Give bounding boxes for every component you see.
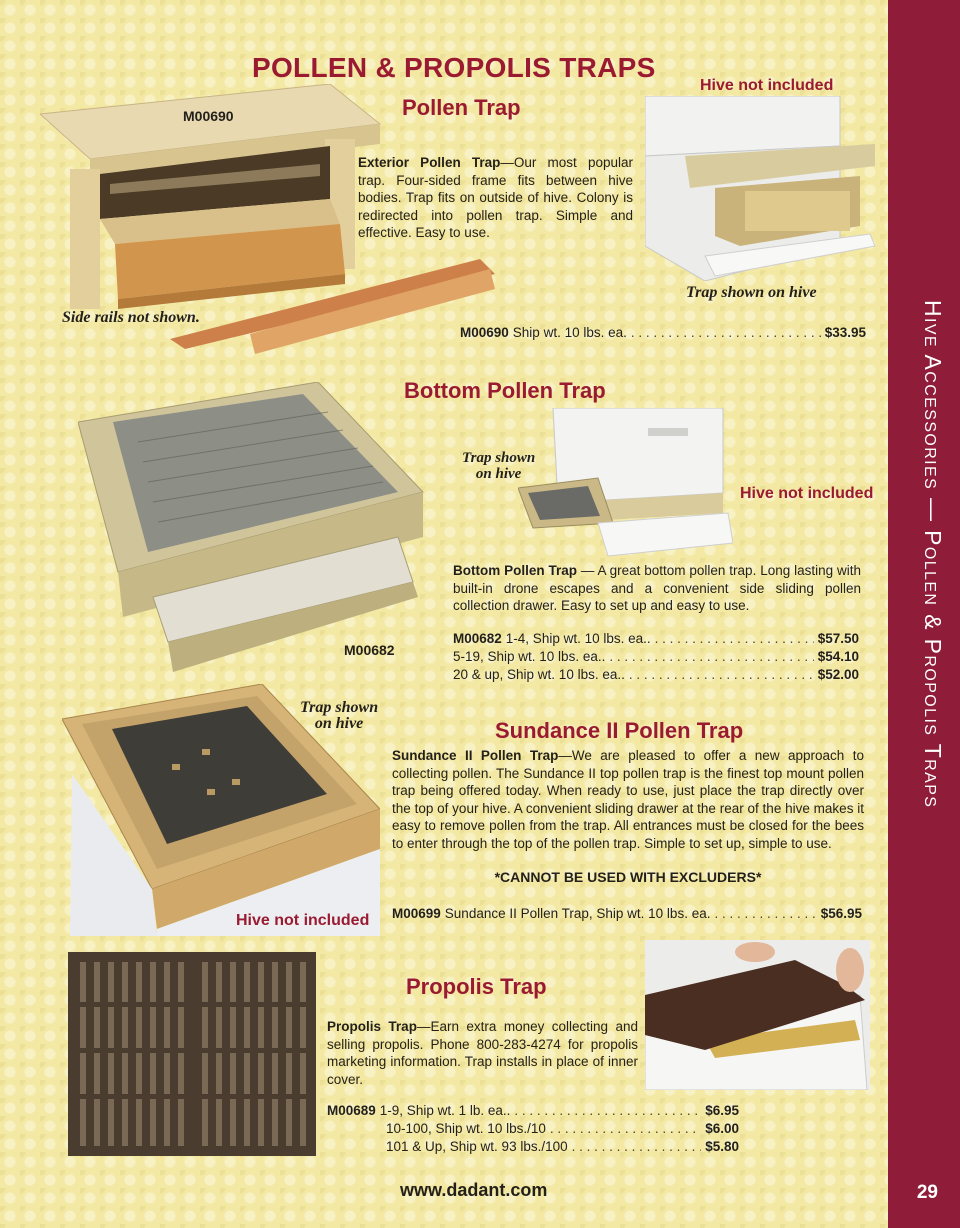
- propolis-trap-photo: [68, 952, 316, 1156]
- side-band: [888, 0, 960, 1228]
- leader-dots: [714, 906, 816, 921]
- sundance-description-lead: Sundance II Pollen Trap: [392, 748, 559, 763]
- propolis-description: [327, 1018, 638, 1088]
- leader-dots: [514, 1103, 701, 1118]
- price-amount: $54.10: [817, 649, 859, 664]
- page-number: 29: [916, 1182, 938, 1203]
- price-text: 20 & up, Ship wt. 10 lbs. ea..: [453, 667, 625, 682]
- propolis-heading: Propolis Trap: [406, 974, 547, 999]
- leader-dots: [655, 631, 814, 646]
- price-text: Sundance II Pollen Trap, Ship wt. 10 lbs. ea.: [444, 906, 711, 921]
- leader-dots: [631, 325, 821, 340]
- bottom-trap-heading: Bottom Pollen Trap: [404, 378, 606, 403]
- bottom-trap-description-lead: Bottom Pollen Trap: [453, 563, 577, 578]
- pollen-trap-price-line: [460, 325, 866, 340]
- propolis-description-body: —Earn extra money collecting and selling propolis. Phone 800-283-4274 for propolis marketing information. Trap installs in place of inner cover.: [327, 1019, 638, 1087]
- price-code: M00689: [327, 1103, 376, 1118]
- sundance-heading: Sundance II Pollen Trap: [495, 718, 744, 743]
- footer-website-link[interactable]: www.dadant.com: [400, 1180, 548, 1200]
- pollen-trap-on-hive-photo: [645, 96, 880, 281]
- propolis-description-lead: Propolis Trap: [327, 1019, 417, 1034]
- price-code: M00690: [460, 325, 509, 340]
- sundance-description-body: —We are pleased to offer a new approach to collecting pollen. The Sundance II top pollen trap is the finest top mount pollen trap being offered today. When ready to use, just place the trap directly over the top of your hive. A convenient sliding drawer at the rear of the hive makes it easy to remove pollen from the trap. All entrances must be closed for the bees to enter through the top of the pollen trap. Simple to set up, simple to use.: [392, 748, 864, 851]
- sundance-hive-note: Hive not included: [236, 912, 370, 929]
- price-amount: $52.00: [817, 667, 859, 682]
- price-text: 1-9, Ship wt. 1 lb. ea..: [379, 1103, 511, 1118]
- side-title: Hive Accessories — Pollen & Propolis Traps: [920, 300, 946, 809]
- price-amount: $6.00: [705, 1121, 739, 1136]
- price-text: 10-100, Ship wt. 10 lbs./10: [386, 1121, 546, 1136]
- bottom-trap-hive-caption: Trap shown on hive: [462, 450, 536, 482]
- bottom-trap-description-body: — A great bottom pollen trap. Long lasting with built-in drone escapes and a convenient side sliding pollen collection drawer. Easy to set up and easy to use.: [453, 563, 861, 613]
- pollen-trap-heading: Pollen Trap: [402, 95, 521, 120]
- pollen-trap-description-lead: Exterior Pollen Trap: [358, 155, 501, 170]
- propolis-trap-on-hive-photo: [645, 940, 870, 1090]
- leader-dots: [550, 1121, 701, 1136]
- price-amount: $33.95: [824, 325, 866, 340]
- pollen-trap-code-label: M00690: [183, 108, 234, 124]
- price-amount: $57.50: [817, 631, 859, 646]
- leader-dots: [572, 1139, 702, 1154]
- bottom-trap-description: [453, 562, 861, 615]
- price-amount: $6.95: [705, 1103, 739, 1118]
- price-text: 5-19, Ship wt. 10 lbs. ea..: [453, 649, 606, 664]
- bottom-trap-on-hive-photo: [518, 408, 733, 558]
- sundance-price-line: [392, 906, 862, 921]
- sundance-description: [392, 747, 864, 852]
- leader-dots: [629, 667, 814, 682]
- price-code: M00699: [392, 906, 441, 921]
- bottom-pollen-trap-photo: [78, 382, 433, 677]
- pollen-trap-hive-note: Hive not included: [700, 77, 834, 94]
- price-amount: $56.95: [820, 906, 862, 921]
- price-code: M00682: [453, 631, 502, 646]
- sundance-warning: *CANNOT BE USED WITH EXCLUDERS*: [494, 869, 762, 885]
- sundance-hive-caption: Trap shown on hive: [300, 699, 379, 732]
- page-title: POLLEN & PROPOLIS TRAPS: [252, 52, 656, 83]
- pollen-trap-hive-caption: Trap shown on hive: [686, 284, 817, 301]
- propolis-price-line-2: [386, 1121, 739, 1136]
- bottom-trap-code-label: M00682: [344, 642, 395, 658]
- pollen-trap-description-body: —Our most popular trap. Four-sided frame fits between hive bodies. Trap fits on outside of hive. Colony is redirected into pollen trap. Simple and effective. Easy to use.: [358, 155, 633, 240]
- price-text: Ship wt. 10 lbs. ea.: [512, 325, 627, 340]
- bottom-trap-price-line-2: [453, 649, 859, 664]
- price-text: 1-4, Ship wt. 10 lbs. ea..: [505, 631, 651, 646]
- bottom-trap-hive-note: Hive not included: [740, 485, 874, 502]
- price-text: 101 & Up, Ship wt. 93 lbs./100: [386, 1139, 568, 1154]
- price-amount: $5.80: [705, 1139, 739, 1154]
- bottom-trap-price-line-3: [453, 667, 859, 682]
- bottom-trap-price-line-1: [453, 631, 859, 646]
- leader-dots: [609, 649, 813, 664]
- pollen-trap-description: [358, 154, 633, 242]
- pollen-trap-rails-caption: Side rails not shown.: [62, 309, 200, 326]
- propolis-price-line-3: [386, 1139, 739, 1154]
- propolis-price-line-1: [327, 1103, 739, 1118]
